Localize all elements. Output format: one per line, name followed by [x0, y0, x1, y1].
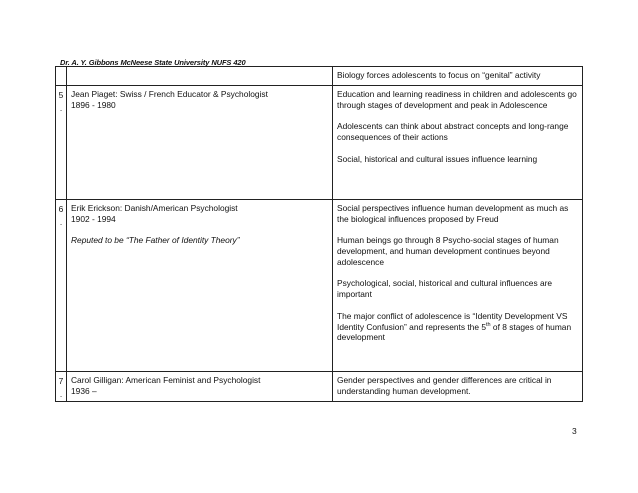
row-number: 6	[58, 203, 64, 214]
table-row	[56, 199, 583, 371]
theorist-note: Reputed to be “The Father of Identity Theory”	[71, 235, 240, 246]
row-number-dot: .	[59, 102, 63, 113]
description-paragraph: Psychological, social, historical and cultural influences are important	[337, 278, 553, 300]
document-header: Dr. A. Y. Gibbons McNeese State University NUFS 420	[60, 58, 246, 67]
description-paragraph: Human beings go through 8 Psycho-social stages of human development, and human development continues beyond adolescence	[337, 235, 559, 267]
theorist-cell	[67, 371, 333, 401]
description-cell	[333, 67, 583, 86]
row-number-cell	[56, 85, 67, 199]
theorist-name: Erik Erickson: Danish/American Psychologist	[71, 202, 238, 213]
table-row	[56, 371, 583, 401]
page-number: 3	[572, 426, 577, 436]
row-number-dot: .	[59, 216, 63, 227]
table-row	[56, 67, 583, 86]
row-number: 7	[58, 375, 64, 386]
theorists-table	[55, 66, 583, 402]
paragraph-text: The major conflict of adolescence is “Identity Development VS Identity Confusion” and represents the 5	[337, 310, 568, 332]
theorist-years: 1936 –	[71, 385, 97, 396]
theorist-years: 1902 - 1994	[71, 213, 116, 224]
row-number-cell	[56, 371, 67, 401]
paragraph-text: of 8 stages of human development	[337, 321, 572, 343]
theorist-name: Jean Piaget: Swiss / French Educator & Psychologist	[71, 88, 268, 99]
description-paragraph: Adolescents can think about abstract concepts and long-range consequences of their actions	[337, 121, 569, 142]
row-number: 5	[58, 89, 64, 100]
row-number-dot: .	[59, 388, 63, 399]
description-paragraph: Social, historical and cultural issues influence learning	[337, 153, 538, 164]
table-row	[56, 85, 583, 199]
theorist-cell	[67, 199, 333, 371]
row-number-cell	[56, 199, 67, 371]
theorist-cell	[67, 85, 333, 199]
theorist-name: Carol Gilligan: American Feminist and Psychologist	[71, 374, 261, 385]
description-paragraph: Education and learning readiness in children and adolescents go through stages of development and peak in Adolescence	[337, 88, 577, 110]
ordinal-suffix: th	[485, 321, 491, 328]
row-number-cell	[56, 67, 67, 86]
description-paragraph: Biology forces adolescents to focus on “genital” activity	[337, 70, 541, 80]
description-paragraph: Gender perspectives and gender differences are critical in understanding human development.	[337, 374, 552, 396]
theorist-cell	[67, 67, 333, 86]
description-paragraph	[337, 311, 578, 343]
description-cell	[333, 371, 583, 401]
description-cell	[333, 85, 583, 199]
theorist-years: 1896 - 1980	[71, 99, 116, 110]
description-paragraph: Social perspectives influence human development as much as the biological influences proposed by Freud	[337, 202, 569, 224]
description-cell	[333, 199, 583, 371]
